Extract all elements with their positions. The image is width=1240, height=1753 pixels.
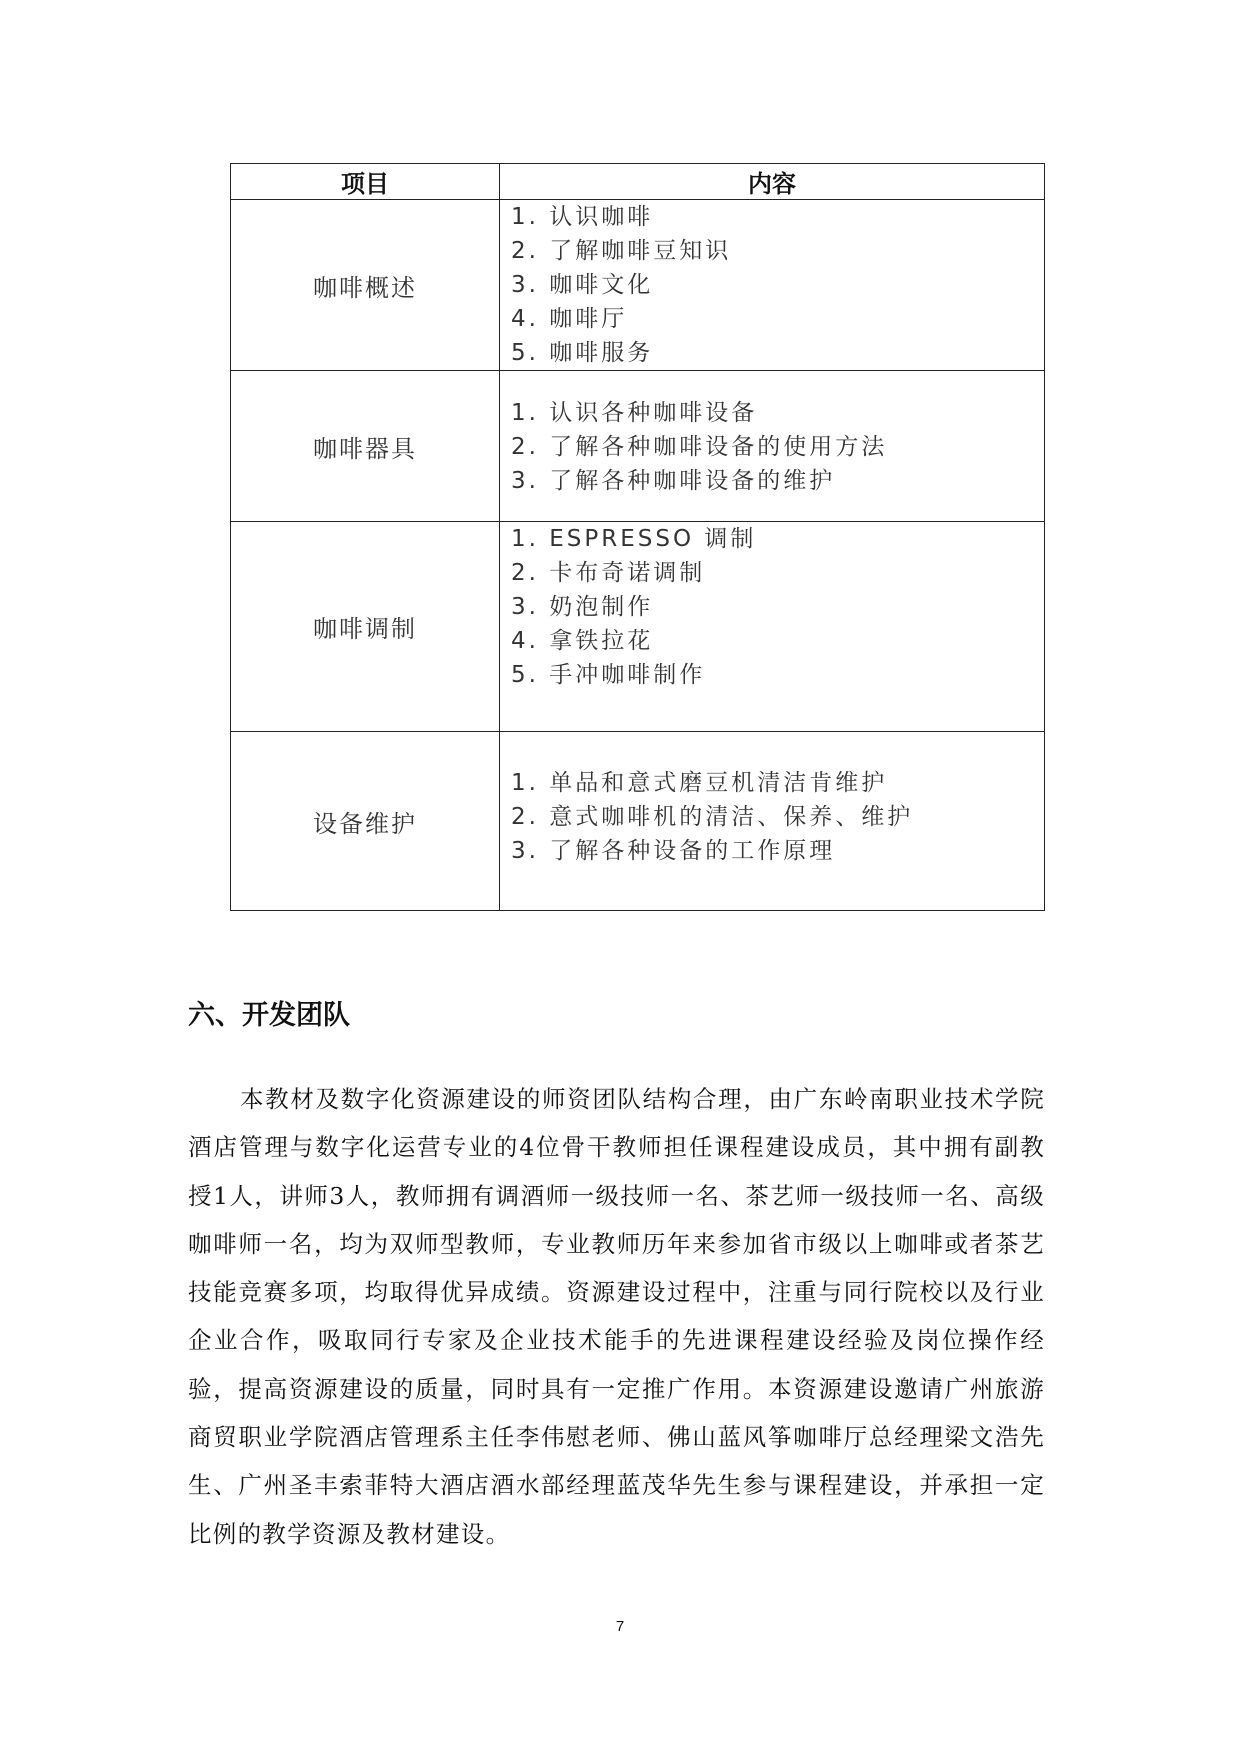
content-line: 3. 了解各种设备的工作原理 [511, 838, 836, 864]
row-content [500, 200, 1045, 371]
content-line: 4. 咖啡厅 [511, 306, 628, 332]
table-row [231, 732, 1045, 911]
content-line: 3. 奶泡制作 [511, 594, 654, 620]
content-line: 1. 认识咖啡 [511, 204, 654, 230]
header-item: 项目 [231, 164, 500, 200]
row-item: 咖啡概述 [231, 200, 500, 371]
table-row [231, 200, 1045, 371]
content-line: 2. 了解咖啡豆知识 [511, 238, 732, 264]
row-item: 咖啡器具 [231, 371, 500, 522]
content-line: 5. 手冲咖啡制作 [511, 662, 706, 688]
content-line: 1. ESPRESSO 调制 [511, 526, 757, 552]
content-line: 2. 意式咖啡机的清洁、保养、维护 [511, 804, 914, 830]
row-content [500, 522, 1045, 732]
table-row [231, 522, 1045, 732]
content-line: 3. 了解各种咖啡设备的维护 [511, 468, 836, 494]
table-header-row [231, 164, 1045, 200]
course-content-table [230, 163, 1045, 911]
content-line: 4. 拿铁拉花 [511, 628, 654, 654]
row-item: 咖啡调制 [231, 522, 500, 732]
content-line: 1. 认识各种咖啡设备 [511, 400, 758, 426]
content-line: 1. 单品和意式磨豆机清洁肯维护 [511, 770, 888, 796]
row-item: 设备维护 [231, 732, 500, 911]
section-heading: 六、开发团队 [188, 1000, 350, 1031]
content-line: 2. 了解各种咖啡设备的使用方法 [511, 434, 888, 460]
header-content: 内容 [500, 164, 1045, 200]
content-line: 3. 咖啡文化 [511, 272, 654, 298]
row-content [500, 371, 1045, 522]
row-content [500, 732, 1045, 911]
body-paragraph: 本教材及数字化资源建设的师资团队结构合理，由广东岭南职业技术学院酒店管理与数字化运营专业的4位骨干教师担任课程建设成员，其中拥有副教授1人，讲师3人，教师拥有调酒师一级技师一名、茶艺师一级技师一名、高级咖啡师一名，均为双师型教师，专业教师历年来参加省市级以上咖啡或者茶艺技能竞赛多项，均取得优异成绩。资源建设过程中，注重与同行院校以及行业企业合作，吸取同行专家及企业技术能手的先进课程建设经验及岗位操作经验，提高资源建设的质量，同时具有一定推广作用。本资源建设邀请广州旅游商贸职业学院酒店管理系主任李伟慰老师、佛山蓝风筝咖啡厅总经理梁文浩先生、广州圣丰索菲特大酒店酒水部经理蓝茂华先生参与课程建设，并承担一定比例的教学资源及教材建设。 [188, 1085, 1045, 1548]
content-line: 5. 咖啡服务 [511, 340, 654, 366]
content-line: 2. 卡布奇诺调制 [511, 560, 706, 586]
table-row [231, 371, 1045, 522]
page-number: 7 [615, 1618, 625, 1635]
